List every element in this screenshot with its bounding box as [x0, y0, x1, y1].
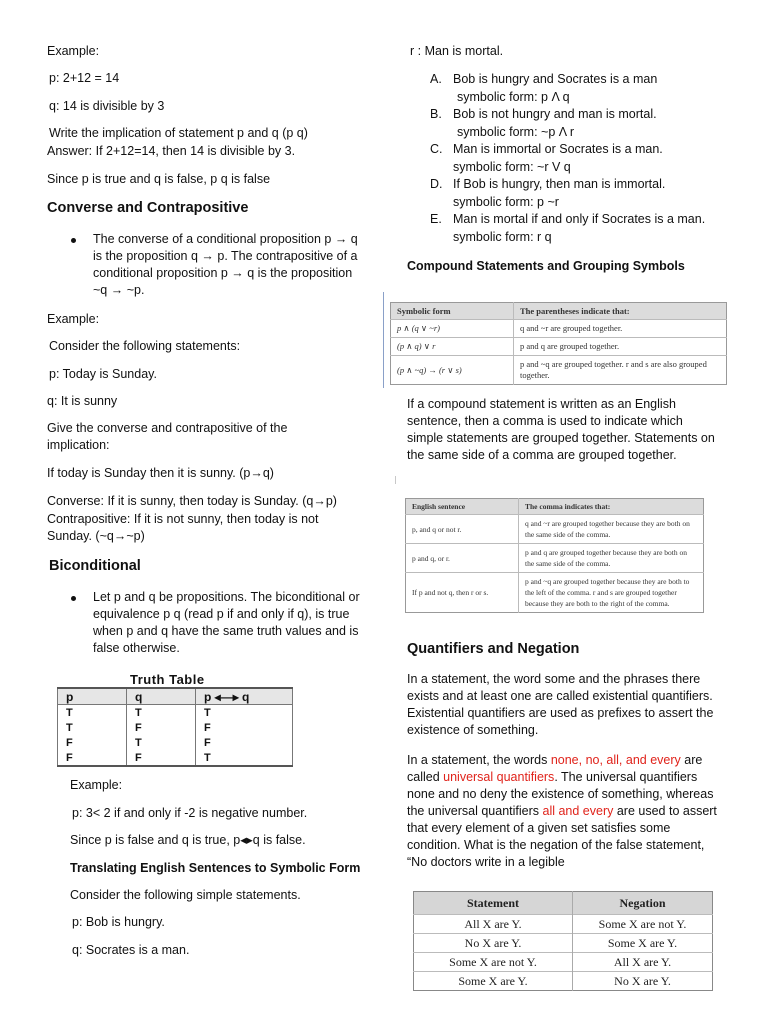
- list-marker: C.: [430, 142, 443, 156]
- table-header: The parentheses indicate that:: [514, 303, 727, 320]
- table-cell: No X are Y.: [414, 934, 573, 953]
- example-statement-p: p: 3< 2 if and only if -2 is negative number.: [72, 806, 308, 820]
- highlight-all-every: all and every: [542, 804, 614, 818]
- table-cell: (p ∧ q) ∨ r: [391, 338, 514, 356]
- statement-p: p: 2+12 = 14: [49, 71, 120, 85]
- example-label: Example:: [47, 44, 100, 58]
- list-item-text: Man is immortal or Socrates is a man.: [453, 142, 663, 156]
- table-row: [414, 934, 713, 953]
- highlight-universal-quantifiers: universal quantifiers: [443, 770, 555, 784]
- statement-p: p: Bob is hungry.: [72, 915, 165, 929]
- bullet-biconditional-definition: Let p and q be propositions. The biconditional or equivalence p q (read p if and only if q), is true when p and q have the same truth values and is false otherwise.: [93, 589, 363, 657]
- consider-statements: Consider the following statements:: [49, 339, 241, 353]
- list-item-text: Bob is not hungry and man is mortal.: [453, 107, 657, 121]
- list-item-text: Bob is hungry and Socrates is a man: [453, 72, 658, 86]
- text-span: . The universal quantifiers none and no deny the existence of something, whereas the universal quantifiers: [407, 770, 714, 818]
- truth-table-title: Truth Table: [130, 672, 205, 687]
- table-cell: T: [127, 735, 196, 750]
- table-cell: p ∧ (q ∨ ~r): [391, 320, 514, 338]
- list-item-symbolic: symbolic form: r q: [453, 230, 552, 244]
- table-header: Negation: [573, 892, 713, 915]
- text-span: In a statement, the words: [407, 753, 551, 767]
- table-cell: q and ~r are grouped together because they are both on the same side of the comma.: [519, 515, 704, 544]
- answer-text: Answer: If 2+12=14, then 14 is divisible by 3.: [47, 144, 296, 158]
- table-row: [391, 338, 727, 356]
- converse-example: Converse: If it is sunny, then today is Sunday. (q→p): [47, 494, 337, 508]
- table-cell: All X are Y.: [414, 915, 573, 934]
- heading-converse-contrapositive: Converse and Contrapositive: [47, 200, 249, 216]
- grouping-symbols-table: [390, 302, 727, 385]
- list-marker: D.: [430, 177, 443, 191]
- implication-example: If today is Sunday then it is sunny. (p→q): [47, 466, 274, 480]
- comma-grouping-table: [405, 498, 704, 613]
- text-span: are called: [407, 753, 703, 784]
- list-item-symbolic: symbolic form: p ~r: [453, 195, 559, 209]
- table-row: [58, 750, 293, 766]
- truth-table: [57, 687, 293, 767]
- table-row: [58, 705, 293, 721]
- table-row: [406, 544, 704, 573]
- table-cell: F: [58, 750, 127, 766]
- list-item-symbolic: symbolic form: ~r V q: [453, 160, 571, 174]
- list-item-symbolic: symbolic form: ~p Λ r: [457, 125, 575, 139]
- table-row: [414, 972, 713, 991]
- universal-paragraph: [407, 752, 719, 871]
- comma-paragraph: If a compound statement is written as an English sentence, then a comma is used to indicate which simple statements are grouped together. Statements on the same side of a comma are grouped together.: [407, 397, 715, 462]
- table-cell: Some X are Y.: [573, 934, 713, 953]
- table-cell: p and q are grouped together.: [514, 338, 727, 356]
- table-cell: Some X are not Y.: [573, 915, 713, 934]
- table-header: The comma indicates that:: [519, 499, 704, 515]
- text-span: are used to assert that every element of a given set satisfies some condition. What is the negation of the false statement, “No doctors write in a legible: [407, 804, 717, 869]
- table-cell: T: [58, 720, 127, 735]
- consider-simple-statements: Consider the following simple statements.: [70, 888, 301, 902]
- table-cell: p, and q or not r.: [406, 515, 519, 544]
- statement-r: r : Man is mortal.: [410, 44, 504, 58]
- list-item-text: Man is mortal if and only if Socrates is a man.: [453, 212, 706, 226]
- table-cell: F: [127, 720, 196, 735]
- negation-table: [413, 891, 713, 991]
- statement-p: p: Today is Sunday.: [49, 367, 157, 381]
- table-cell: T: [196, 750, 293, 766]
- heading-compound-statements: Compound Statements and Grouping Symbols: [407, 259, 685, 273]
- list-marker: B.: [430, 107, 442, 121]
- example-label: Example:: [47, 312, 100, 326]
- table-cell: T: [196, 705, 293, 721]
- table-cell: p and q are grouped together because they are both on the same side of the comma.: [519, 544, 704, 573]
- table-row: [58, 720, 293, 735]
- existential-paragraph: In a statement, the word some and the phrases there exists and at least one are called existential quantifiers. Existential quantifiers are used as prefixes to assert the existence of something.: [407, 672, 714, 737]
- table-cell: F: [58, 735, 127, 750]
- table-cell: (p ∧ ~q) → (r ∨ s): [391, 356, 514, 385]
- list-marker: A.: [430, 72, 442, 86]
- contrapositive-example: Contrapositive: If it is not sunny, then today is not Sunday. (~q→~p): [47, 512, 319, 543]
- list-item-symbolic: symbolic form: p Λ q: [457, 90, 570, 104]
- heading-biconditional: Biconditional: [49, 558, 141, 574]
- statement-q: q: 14 is divisible by 3: [49, 99, 165, 113]
- table-cell: F: [127, 750, 196, 766]
- table-row: [391, 320, 727, 338]
- table-row: [58, 735, 293, 750]
- table-cell: F: [196, 720, 293, 735]
- list-marker: E.: [430, 212, 442, 226]
- heading-quantifiers: Quantifiers and Negation: [407, 641, 580, 657]
- table-cell: If p and not q, then r or s.: [406, 573, 519, 613]
- table-cell: p and ~q are grouped together because they are both to the left of the comma. r and s are grouped together because they are both to the right of the comma.: [519, 573, 704, 613]
- table-header-row: [406, 499, 704, 515]
- list-item-text: If Bob is hungry, then man is immortal.: [453, 177, 666, 191]
- table-cell: No X are Y.: [573, 972, 713, 991]
- tt-header-q: q: [127, 688, 196, 705]
- table-cell: p and q, or r.: [406, 544, 519, 573]
- tt-header-p: p: [58, 688, 127, 705]
- table-header-row: [391, 303, 727, 320]
- table-header: Symbolic form: [391, 303, 514, 320]
- divider: [383, 292, 384, 388]
- give-instruction: Give the converse and contrapositive of the implication:: [47, 421, 288, 452]
- tt-header-biconditional: p ◂—▸ q: [196, 688, 293, 705]
- table-row: [414, 953, 713, 972]
- truth-table-header: [58, 688, 293, 705]
- table-header-row: [414, 892, 713, 915]
- bullet-converse-definition: The converse of a conditional proposition p → q is the proposition q → p. The contrapositive of a conditional proposition p → q is the proposition ~q → ~p.: [93, 231, 363, 299]
- table-row: [406, 515, 704, 544]
- table-row: [391, 356, 727, 385]
- table-cell: q and ~r are grouped together.: [514, 320, 727, 338]
- table-cell: T: [127, 705, 196, 721]
- table-cell: Some X are not Y.: [414, 953, 573, 972]
- heading-translating: Translating English Sentences to Symbolic Form: [70, 861, 361, 875]
- statement-q: q: Socrates is a man.: [72, 943, 190, 957]
- example-conclusion: Since p is false and q is true, p◂▸q is false.: [70, 833, 306, 847]
- statement-q: q: It is sunny: [47, 394, 118, 408]
- table-header: Statement: [414, 892, 573, 915]
- truth-note: Since p is true and q is false, p q is false: [47, 172, 271, 186]
- table-row: [406, 573, 704, 613]
- table-cell: All X are Y.: [573, 953, 713, 972]
- table-header: English sentence: [406, 499, 519, 515]
- table-row: [414, 915, 713, 934]
- table-cell: T: [58, 705, 127, 721]
- example-label: Example:: [70, 778, 123, 792]
- table-cell: p and ~q are grouped together. r and s are also grouped together.: [514, 356, 727, 385]
- divider: [395, 476, 396, 484]
- table-cell: Some X are Y.: [414, 972, 573, 991]
- highlight-universal-words: none, no, all, and every: [550, 753, 681, 767]
- implication-instruction: Write the implication of statement p and q (p q): [49, 126, 308, 140]
- table-cell: F: [196, 735, 293, 750]
